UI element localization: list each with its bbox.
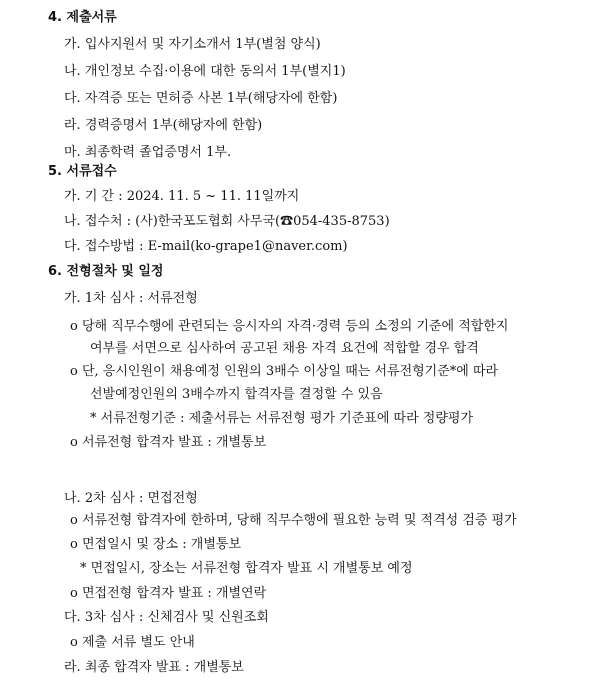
sec4-item-ga: 가. 입사지원서 및 자기소개서 1부(별첨 양식) — [64, 37, 321, 52]
first-review-note: * 서류전형기준 : 제출서류는 서류전형 평가 기준표에 따라 정량평가 — [90, 411, 474, 426]
first-review-title: 가. 1차 심사 : 서류전형 — [64, 291, 198, 306]
sec4-item-ma: 마. 최종학력 졸업증명서 1부. — [64, 145, 232, 160]
section-6-heading: 6. 전형절차 및 일정 — [48, 264, 164, 279]
section-4-heading: 4. 제출서류 — [48, 10, 117, 25]
first-review-bullet-2-cont: 선발예정인원의 3배수까지 합격자를 결정할 수 있음 — [90, 387, 383, 402]
second-review-bullet-1: o 서류전형 합격자에 한하며, 당해 직무수행에 필요한 능력 및 적격성 검증 평가 — [70, 513, 517, 528]
sec4-item-ra: 라. 경력증명서 1부(해당자에 한함) — [64, 118, 263, 133]
section-5-heading: 5. 서류접수 — [48, 164, 117, 179]
second-review-bullet-2: o 면접일시 및 장소 : 개별통보 — [70, 537, 242, 552]
second-review-bullet-3: o 면접전형 합격자 발표 : 개별연락 — [70, 586, 267, 601]
second-review-note: * 면접일시, 장소는 서류전형 합격자 발표 시 개별통보 예정 — [80, 561, 413, 576]
third-review-bullet-1: o 제출 서류 별도 안내 — [70, 635, 195, 650]
sec5-item-office: 나. 접수처 : (사)한국포도협회 사무국(☎054-435-8753) — [64, 214, 390, 229]
sec4-item-na: 나. 개인정보 수집·이용에 대한 동의서 1부(별지1) — [64, 64, 346, 79]
final-announcement: 라. 최종 합격자 발표 : 개별통보 — [64, 660, 244, 675]
sec5-item-method: 다. 접수방법 : E-mail(ko-grape1@naver.com) — [64, 239, 348, 254]
first-review-bullet-2: o 단, 응시인원이 채용예정 인원의 3배수 이상일 때는 서류전형기준*에 따라 — [70, 364, 499, 379]
third-review-title: 다. 3차 심사 : 신체검사 및 신원조회 — [64, 610, 269, 625]
first-review-bullet-1-cont: 여부를 서면으로 심사하여 공고된 채용 자격 요건에 적합할 경우 합격 — [90, 341, 479, 356]
sec5-item-period: 가. 기 간 : 2024. 11. 5 ~ 11. 11일까지 — [64, 189, 300, 204]
first-review-bullet-1: o 당해 직무수행에 관련되는 응시자의 자격·경력 등의 소정의 기준에 적합한지 — [70, 319, 509, 334]
sec4-item-da: 다. 자격증 또는 면허증 사본 1부(해당자에 한함) — [64, 91, 338, 106]
first-review-bullet-3: o 서류전형 합격자 발표 : 개별통보 — [70, 435, 267, 450]
second-review-title: 나. 2차 심사 : 면접전형 — [64, 491, 198, 506]
